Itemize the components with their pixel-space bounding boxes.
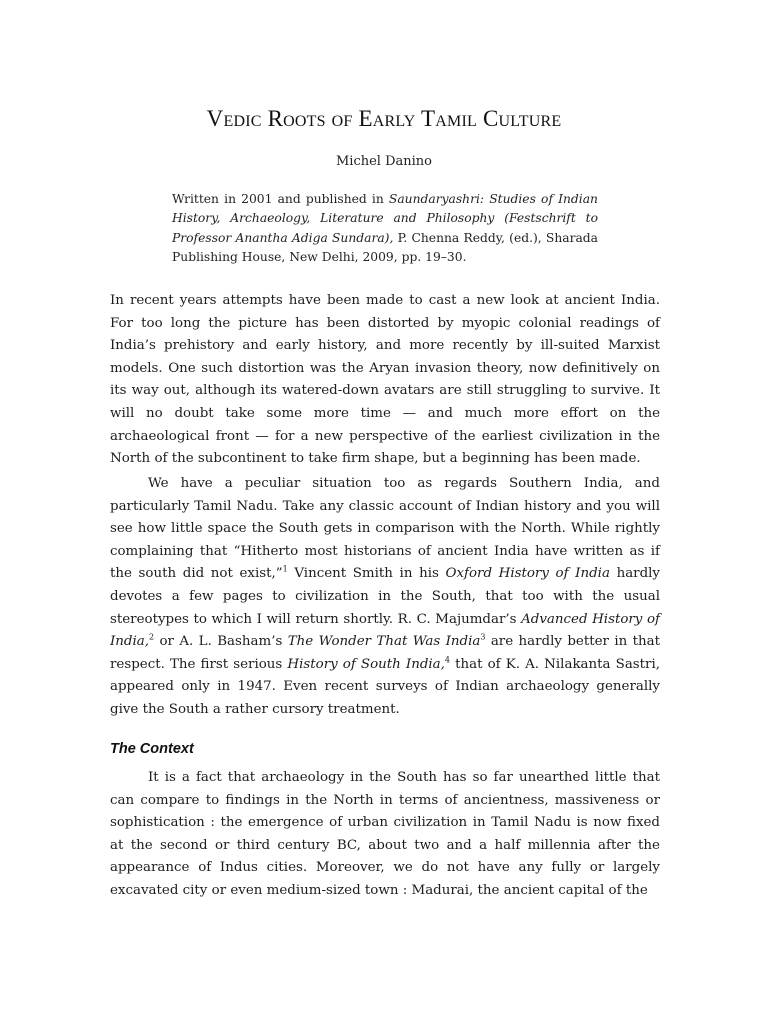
title-word: Tamil: [421, 106, 477, 131]
footnote-ref[interactable]: 4: [444, 655, 451, 665]
paper-title: [0, 106, 768, 132]
title-word: Culture: [482, 106, 562, 131]
cited-work: History of South India,: [287, 656, 445, 672]
south-india-paragraph: We have a peculiar situation too as regards Southern India, and particularly Tamil Nadu. Take any classic account of Indian history and you will see how little space the South gets in comparison with the North. While rightly complaining that “Hitherto most historians of ancient India have written as if the south did not exist,”$^1$ Vincent Smith in his Oxford History of India hardly devotes a few pages to civilization in the South, that too with the usual stereotypes to which I will return shortly. R. C. Majumdar’s Advanced History of India,$^2$ or A. L. Basham’s The Wonder That Was India$^3$ are hardly better in that respect. The first serious History of South India,$^4$ that of K. A. Nilakanta Sastri, appeared only in 1947. Even recent surveys of Indian archaeology generally give the South a rather cursory treatment.: [110, 476, 661, 717]
book-title: Saundaryashri: Studies of Indian History, Archaeology, Literature and Philosophy (Festschrift to Professor Anantha Adiga Sundara),: [172, 192, 598, 245]
title-word: Vedic: [206, 106, 262, 131]
cited-work: Advanced History of India,: [110, 611, 660, 650]
footnote-ref[interactable]: 3: [480, 632, 486, 642]
title-word: Early: [358, 106, 416, 131]
cited-work: The Wonder That Was India: [287, 634, 481, 650]
footnote-ref[interactable]: 1: [282, 564, 288, 574]
title-word: of: [331, 106, 353, 131]
footnote-ref[interactable]: 2: [149, 632, 155, 642]
context-paragraph: It is a fact that archaeology in the South has so far unearthed little that can compare to findings in the North in terms of ancientness, massiveness or sophistication : the emergence of urban civilization in Tamil Nadu is now fixed at the second or third century BC, about two and a half millennia after the appearance of Indus cities. Moreover, we do not have any fully or largely excavated city or even medium-sized town : Madurai, the ancient capital of the: [110, 770, 660, 898]
title-word: Roots: [267, 106, 326, 131]
publication-note: Written in 2001 and published in Saundaryashri: Studies of Indian History, Archaeology, Literature and Philosophy (Festschrift to Professor Anantha Adiga Sundara), P. Chenna Reddy, (ed.), Sharada Publishing House, New Delhi, 2009, pp. 19–30.: [172, 192, 598, 265]
intro-paragraph: In recent years attempts have been made to cast a new look at ancient India. For too long the picture has been distorted by myopic colonial readings of India’s prehistory and early history, and more recently by ill-suited Marxist models. One such distortion was the Aryan invasion theory, now definitively on its way out, although its watered-down avatars are still struggling to survive. It will no doubt take some more time — and much more effort on the archaeological front — for a new perspective of the earliest civilization in the North of the subcontinent to take firm shape, but a beginning has been made.: [110, 293, 660, 467]
author-name: Michel Danino: [335, 154, 432, 169]
cited-work: Oxford History of India: [445, 566, 610, 582]
section-heading: The Context: [110, 741, 194, 757]
